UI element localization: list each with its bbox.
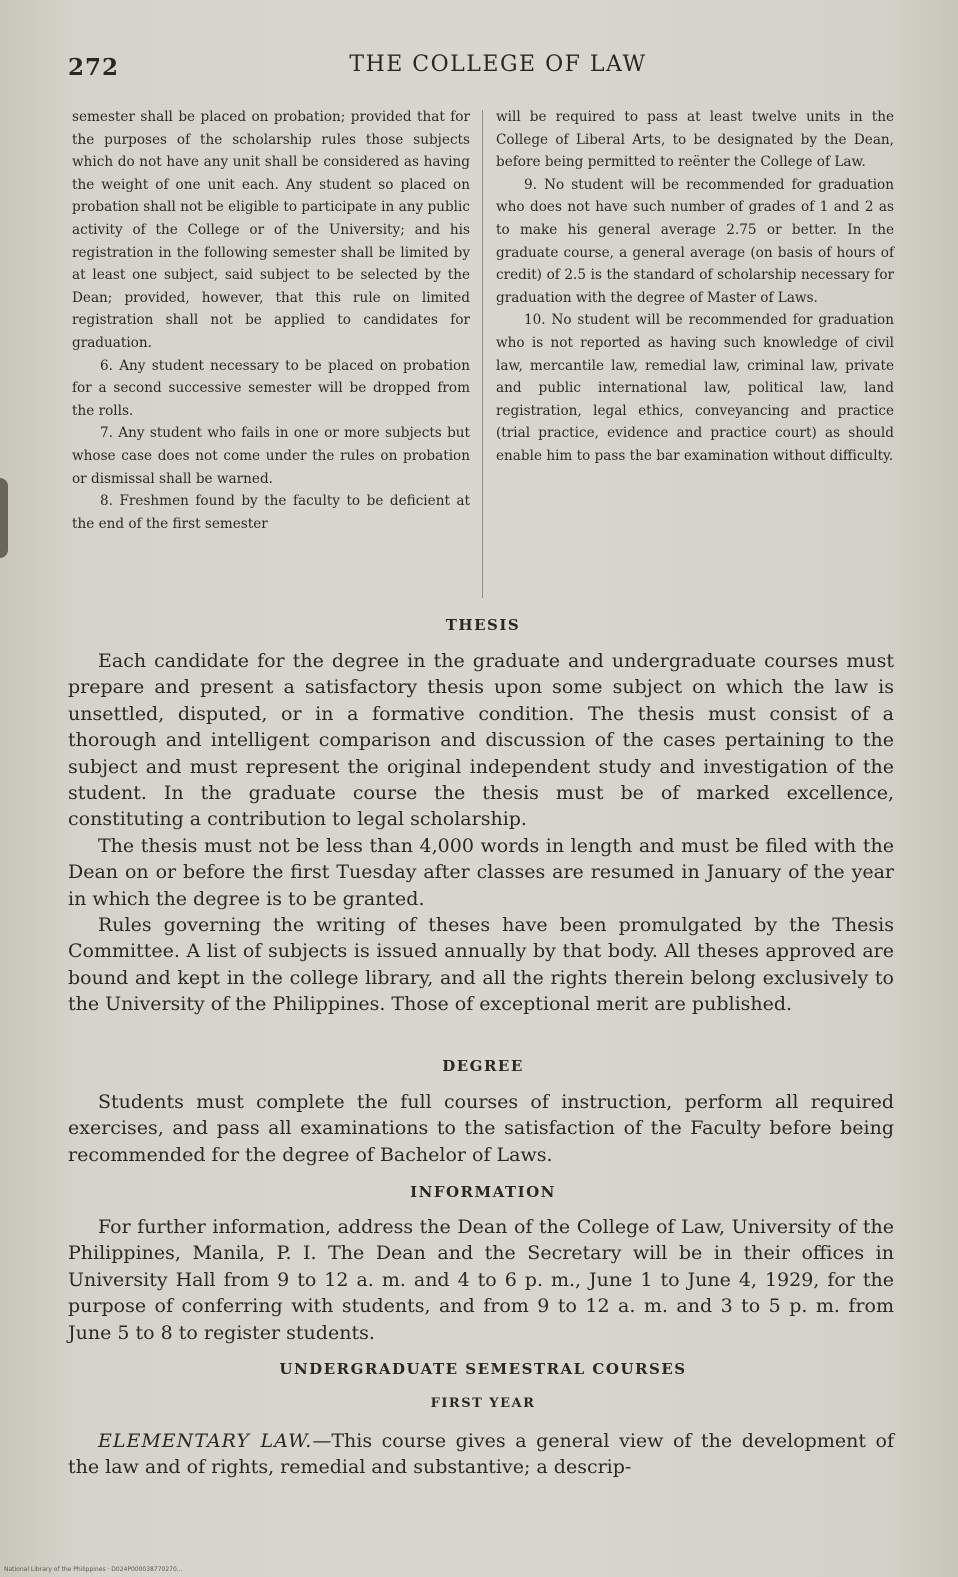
right-column xyxy=(496,106,894,468)
column-divider xyxy=(482,110,483,598)
degree-paragraph: Students must complete the full courses of instruction, perform all required exercises, and pass all examinations to the satisfaction of the Faculty before being recommended for the degree of Bachelor of Laws. xyxy=(68,1091,894,1166)
binding-shadow xyxy=(0,478,8,558)
rule-8: 8. Freshmen found by the faculty to be deficient at the end of the first semester xyxy=(72,493,470,532)
rule-9: 9. No student will be recommended for graduation who does not have such number of grades of 1 and 2 as to make his general average 2.75 or better. In the graduate course, a general average (on basis of hours of credit) of 2.5 is the standard of scholarship necessary for graduation with the degree of Master of Laws. xyxy=(496,176,894,306)
left-column xyxy=(72,106,470,535)
rule-10: 10. No student will be recommended for graduation who is not reported as having such knowledge of civil law, mercantile law, remedial law, criminal law, private and public international law, political law, land registration, legal ethics, conveyancing and practice (trial practice, evidence and practice court) as should enable him to pass the bar examination without difficulty. xyxy=(496,312,894,464)
course-description xyxy=(68,1428,894,1481)
information-section xyxy=(68,1214,894,1346)
information-paragraph: For further information, address the Dean of the College of Law, University of the Philippines, Manila, P. I. The Dean and the Secretary will be in their offices in University Hall from 9 to 12 a. m. and 4 to 6 p. m., June 1 to June 4, 1929, for the purpose of conferring with students, and from 9 to 12 a. m. and 3 to 5 p. m. from June 5 to 8 to register students. xyxy=(68,1216,894,1344)
scan-credit: National Library of the Philippines · D024P000038770270... xyxy=(4,1566,183,1573)
degree-section xyxy=(68,1089,894,1168)
thesis-paragraph-2: The thesis must not be less than 4,000 words in length and must be filed with the Dean on or before the first Tuesday after classes are resumed in January of the year in which the degree is to be granted. xyxy=(68,834,894,910)
degree-heading: DEGREE xyxy=(442,1057,524,1075)
first-year-heading: FIRST YEAR xyxy=(430,1396,536,1411)
information-heading: INFORMATION xyxy=(410,1183,556,1201)
course-text: —This course gives a general view of the development of the law and of rights, remedial and substantive; a descrip- xyxy=(68,1430,895,1479)
thesis-paragraph-3: Rules governing the writing of theses have been promulgated by the Thesis Committee. A list of subjects is issued annually by that body. All theses approved are bound and kept in the college library, and all the rights therein belong exclusively to the University of the Philippines. Those of exceptional merit are published. xyxy=(68,914,894,1016)
thesis-heading: THESIS xyxy=(445,616,521,634)
left-paragraph-1: semester shall be placed on probation; provided that for the purposes of the scholarship rules those subjects which do not have any unit shall be considered as having the weight of one unit each. Any student so placed on probation shall not be eligible to participate in any public activity of the College or of the University; and his registration in the following semester shall be limited by at least one subject, said subject to be selected by the Dean; provided, however, that this rule on limited registration shall not be applied to candidates for graduation. xyxy=(72,109,470,351)
two-column-rules xyxy=(72,106,900,601)
thesis-section xyxy=(68,648,894,1018)
course-title: ELEMENTARY LAW. xyxy=(98,1430,313,1452)
rule-7: 7. Any student who fails in one or more subjects but whose case does not come under the rules on probation or dismissal shall be warned. xyxy=(72,425,470,487)
right-paragraph-1: will be required to pass at least twelve units in the College of Liberal Arts, to be designated by the Dean, before being permitted to reënter the College of Law. xyxy=(496,109,894,171)
thesis-paragraph-1: Each candidate for the degree in the graduate and undergraduate courses must prepare and present a satisfactory thesis upon some subject on which the law is unsettled, disputed, or in a formative condition. The thesis must consist of a thorough and intelligent comparison and discussion of the cases pertaining to the subject and must represent the original independent study and investigation of the student. In the graduate course the thesis must be of marked excellence, constituting a contribution to legal scholarship. xyxy=(68,650,894,831)
courses-heading: UNDERGRADUATE SEMESTRAL COURSES xyxy=(279,1360,687,1378)
courses-section xyxy=(68,1428,894,1481)
page-number: 272 xyxy=(68,54,120,81)
page-header xyxy=(68,50,898,90)
running-title: THE COLLEGE OF LAW xyxy=(349,52,647,77)
rule-6: 6. Any student necessary to be placed on probation for a second successive semester will be dropped from the rolls. xyxy=(72,357,470,419)
